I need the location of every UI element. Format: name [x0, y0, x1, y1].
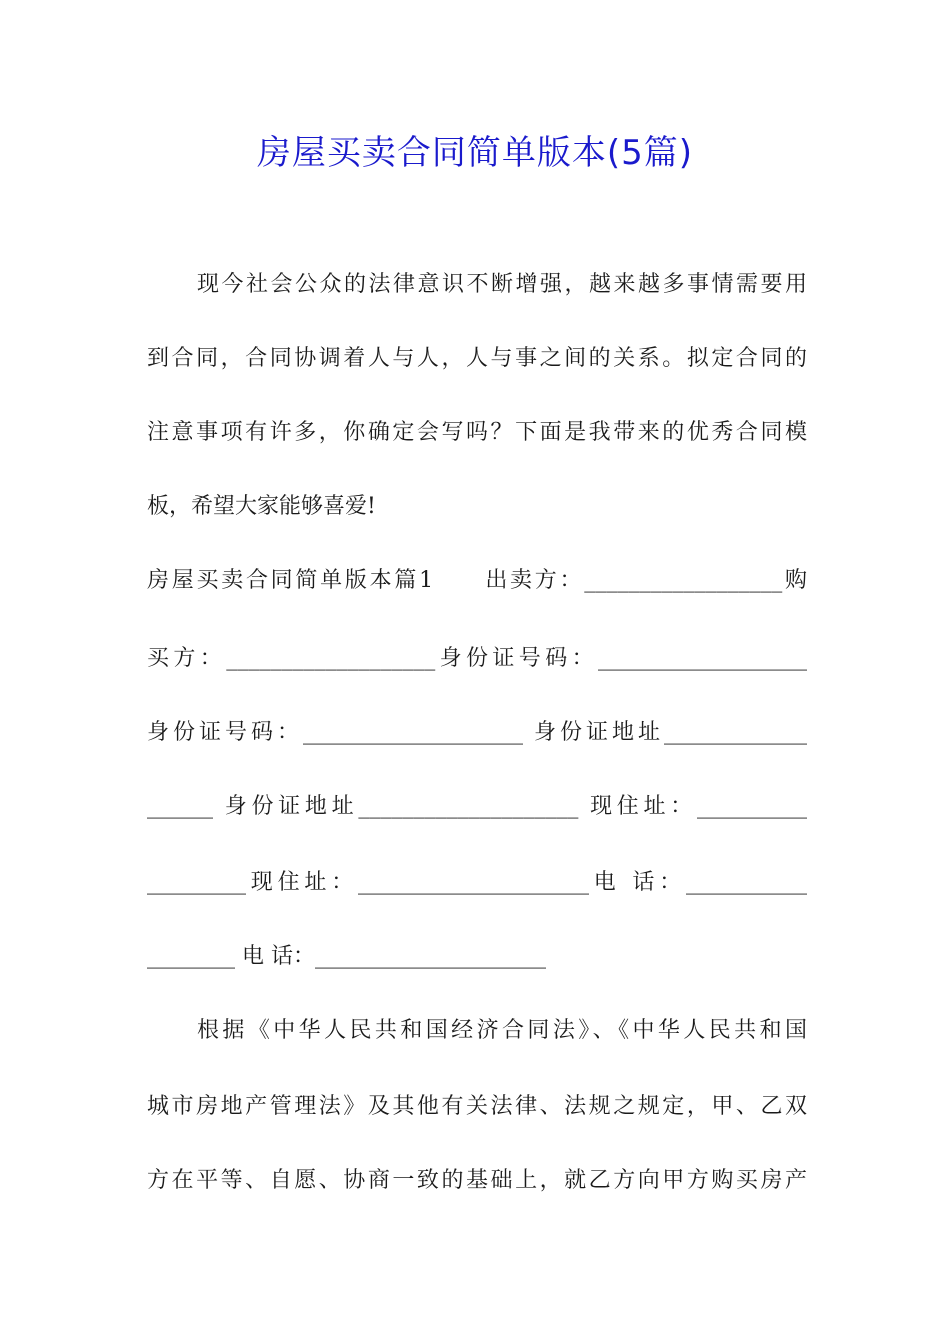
paragraph-line: 到合同，合同协调着人与人，人与事之间的关系。拟定合同的 — [147, 346, 807, 371]
paragraph-line: 城市房地产管理法》及其他有关法律、法规之规定，甲、乙双 — [147, 1094, 807, 1119]
contract-heading-line: 房屋买卖合同简单版本篇1 出卖方：__________________购 — [147, 568, 807, 593]
paragraph-line: 板，希望大家能够喜爱! — [147, 494, 376, 519]
form-field-line: ________ 电 话：_____________________ — [147, 944, 546, 969]
paragraph-line: 现今社会公众的法律意识不断增强，越来越多事情需要用 — [197, 272, 807, 297]
paragraph-line: 根据《中华人民共和国经济合同法》、《中华人民共和国 — [197, 1018, 807, 1043]
form-field-line: _________现住址：_____________________电 话：___________ — [147, 870, 807, 895]
form-field-line: 身份证号码：____________________ 身份证地址_____________ — [147, 720, 807, 745]
form-field-line: 买方：___________________身份证号码：___________________ — [147, 646, 807, 671]
form-field-line: ______ 身份证地址____________________ 现住址：__________ — [147, 794, 807, 819]
paragraph-line: 注意事项有许多，你确定会写吗？下面是我带来的优秀合同模 — [147, 420, 807, 445]
paragraph-line: 方在平等、自愿、协商一致的基础上，就乙方向甲方购买房产 — [147, 1168, 807, 1193]
document-title: 房屋买卖合同简单版本(5篇) — [256, 133, 694, 173]
